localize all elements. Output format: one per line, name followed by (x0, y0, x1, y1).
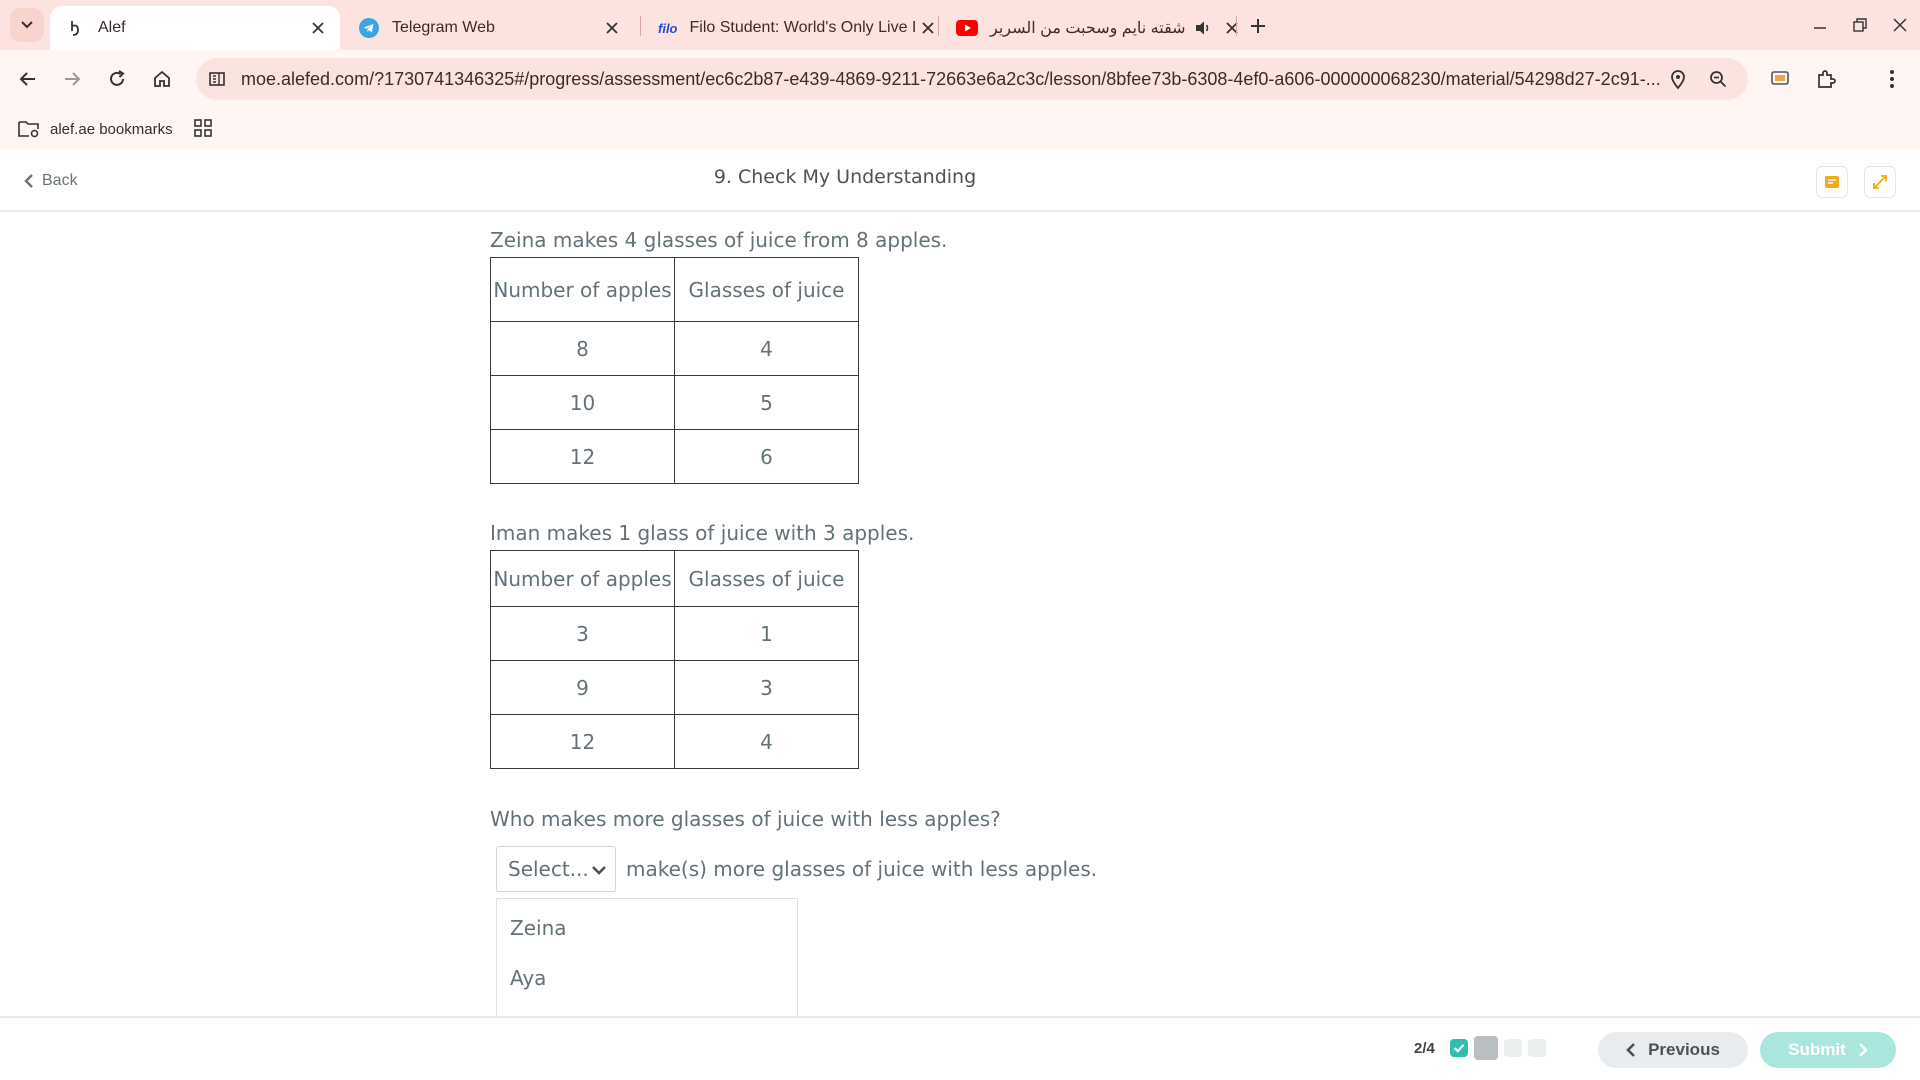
iman-table (490, 550, 859, 769)
table-row (491, 322, 859, 376)
tab-youtube[interactable] (942, 6, 1232, 50)
close-tab-icon[interactable] (916, 16, 940, 40)
close-tab-icon[interactable] (600, 16, 624, 40)
tab-title: Filo Student: World's Only Live I (689, 19, 917, 36)
table-header-row (491, 551, 859, 607)
table-cell: 9 (491, 661, 675, 715)
telegram-icon (358, 17, 380, 39)
select-placeholder: Select... (508, 857, 589, 881)
zeina-statement: Zeina makes 4 glasses of juice from 8 apples. (490, 228, 948, 252)
tab-separator (938, 16, 939, 36)
location-pin-icon (1669, 69, 1687, 89)
tab-groups-button[interactable] (190, 115, 216, 141)
site-info-icon[interactable] (206, 68, 228, 90)
table-cell: 4 (675, 322, 859, 376)
select-options-list (496, 898, 798, 1018)
arrow-left-icon (19, 70, 37, 88)
answer-select[interactable] (496, 846, 616, 892)
table-cell: 5 (675, 376, 859, 430)
tab-separator (640, 16, 641, 36)
table-cell: 12 (491, 715, 675, 769)
tab-search-button[interactable] (10, 8, 44, 42)
table-cell: 6 (675, 430, 859, 484)
table-row (491, 430, 859, 484)
progress-step-current[interactable] (1474, 1036, 1498, 1060)
alef-favicon-icon (64, 17, 86, 39)
location-button[interactable] (1664, 65, 1692, 93)
puzzle-icon (1816, 69, 1836, 89)
tab-telegram[interactable] (344, 6, 634, 50)
table-header-row (491, 258, 859, 322)
answer-suffix: make(s) more glasses of juice with less apples. (626, 857, 1098, 881)
back-link[interactable] (24, 168, 78, 194)
table-header-cell: Number of apples (491, 258, 675, 322)
back-nav-button[interactable] (12, 63, 44, 95)
table-row (491, 661, 859, 715)
iman-statement: Iman makes 1 glass of juice with 3 apples. (490, 521, 915, 545)
minimize-button[interactable] (1805, 10, 1835, 40)
tab-title: Alef (98, 19, 126, 36)
chevron-down-icon (20, 18, 34, 32)
home-button[interactable] (146, 63, 178, 95)
grid-icon (194, 119, 212, 137)
progress-step-completed[interactable] (1450, 1039, 1468, 1057)
check-icon (1450, 1039, 1468, 1057)
previous-label: Previous (1648, 1040, 1720, 1059)
new-tab-button[interactable] (1244, 12, 1272, 40)
option-zeina[interactable]: Zeina (510, 916, 567, 940)
table-cell: 4 (675, 715, 859, 769)
close-tab-icon[interactable] (306, 16, 330, 40)
table-cell: 3 (491, 607, 675, 661)
fullscreen-button[interactable] (1864, 166, 1896, 198)
table-cell: 3 (675, 661, 859, 715)
table-cell: 1 (675, 607, 859, 661)
cast-button[interactable] (1766, 65, 1794, 93)
question-prompt: Who makes more glasses of juice with less apples? (490, 807, 1001, 831)
tab-title: شقته نايم وسحبت من السرير (990, 20, 1186, 37)
tab-filo[interactable] (644, 6, 934, 50)
notes-button[interactable] (1816, 166, 1848, 198)
kebab-menu-icon (1889, 69, 1895, 89)
progress-count: 2/4 (1414, 1040, 1435, 1057)
bookmark-folder[interactable] (18, 114, 173, 144)
tab-title: Telegram Web (392, 19, 495, 36)
chevron-down-icon (589, 860, 609, 880)
chevron-left-icon (24, 173, 34, 189)
home-icon (153, 70, 171, 88)
table-header-cell: Glasses of juice (675, 258, 859, 322)
reload-icon (108, 70, 126, 88)
table-row (491, 376, 859, 430)
submit-label: Submit (1788, 1040, 1846, 1059)
zeina-table (490, 257, 859, 484)
reload-button[interactable] (101, 63, 133, 95)
extensions-button[interactable] (1812, 65, 1840, 93)
option-aya[interactable]: Aya (510, 966, 547, 990)
table-cell: 12 (491, 430, 675, 484)
zoom-out-icon (1709, 70, 1727, 88)
zoom-button[interactable] (1704, 65, 1732, 93)
restore-icon (1853, 18, 1867, 32)
youtube-icon (956, 17, 978, 39)
url-text[interactable]: moe.alefed.com/?1730741346325#/progress/assessment/ec6c2b87-e439-4869-9211-72663e6a2c3c/lesson/8bfee73b-6308-4ef0-a606-000000068230/material/54298d27-2c91-... (241, 69, 1661, 89)
restore-button[interactable] (1845, 10, 1875, 40)
bookmarks-bar (0, 108, 1920, 150)
cast-icon (1770, 70, 1790, 88)
table-cell: 8 (491, 322, 675, 376)
filo-favicon-icon: filo (658, 20, 678, 36)
managed-folder-icon (18, 120, 40, 138)
progress-step[interactable] (1504, 1039, 1522, 1057)
expand-icon (1872, 174, 1888, 190)
previous-button[interactable] (1598, 1032, 1748, 1068)
minimize-icon (1813, 18, 1827, 32)
close-window-button[interactable] (1885, 10, 1915, 40)
submit-button[interactable] (1760, 1032, 1896, 1068)
browser-menu-button[interactable] (1878, 65, 1906, 93)
arrow-right-icon (63, 70, 81, 88)
plus-icon (1250, 18, 1266, 34)
chevron-right-icon (1858, 1042, 1868, 1058)
back-label: Back (42, 172, 78, 189)
table-header-cell: Number of apples (491, 551, 675, 607)
forward-nav-button[interactable] (56, 63, 88, 95)
question-content (0, 214, 1920, 1016)
note-icon (1824, 174, 1840, 190)
table-header-cell: Glasses of juice (675, 551, 859, 607)
speaker-icon[interactable] (1192, 17, 1214, 39)
tab-separator (1236, 16, 1237, 36)
table-row (491, 607, 859, 661)
close-tab-icon[interactable] (1220, 16, 1244, 40)
close-icon (1893, 18, 1907, 32)
chevron-left-icon (1626, 1042, 1636, 1058)
progress-step[interactable] (1528, 1039, 1546, 1057)
table-row (491, 715, 859, 769)
bookmark-folder-label: alef.ae bookmarks (50, 120, 173, 138)
tab-alef[interactable] (50, 6, 340, 50)
page-title: 9. Check My Understanding (713, 166, 977, 188)
table-cell: 10 (491, 376, 675, 430)
